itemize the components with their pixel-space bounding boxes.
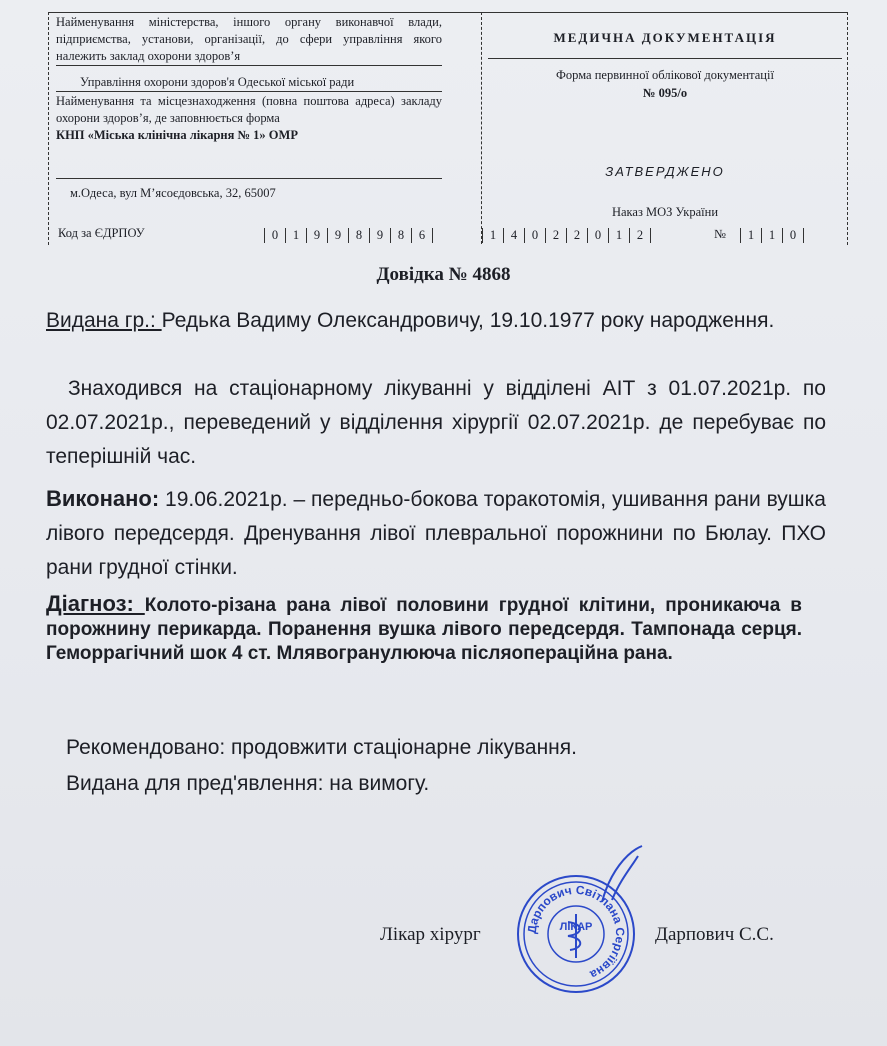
facility-address: м.Одеса, вул М’ясоєдовська, 32, 65007 <box>70 186 276 200</box>
doctor-role: Лікар хірург <box>380 924 481 945</box>
diagnosis-label: Діагноз: <box>46 591 145 616</box>
med-doc-line <box>488 58 842 59</box>
med-doc-heading: МЕДИЧНА ДОКУМЕНТАЦІЯ <box>553 30 777 45</box>
done-text: 19.06.2021р. – передньо-бокова торакотомія, ушивання рани вушка лівого передсердя. Дренування лівої плевральної порожнини по Бюлау. ПХО рани грудної стінки. <box>46 488 826 579</box>
facility-blank-line <box>56 178 442 179</box>
facility-caption: Найменування та місцезнаходження (повна поштова адреса) закладу охорони здоров’я, де заповнюється форма <box>56 94 442 125</box>
order-digit-3: 2 <box>545 228 566 243</box>
order-cells <box>482 228 651 243</box>
order-digit-1: 4 <box>503 228 524 243</box>
header-divider <box>481 12 482 244</box>
order-label: Наказ МОЗ України <box>611 205 719 219</box>
header-left <box>56 14 442 202</box>
order-digit-5: 0 <box>587 228 608 243</box>
done-label: Виконано: <box>46 486 160 511</box>
order-no-cells <box>740 228 804 243</box>
order-digit-2: 0 <box>524 228 545 243</box>
edrpou-digit-4: 8 <box>348 228 369 243</box>
doctor-name: Дарпович С.С. <box>655 924 774 945</box>
edrpou-digit-5: 9 <box>369 228 390 243</box>
doctor-stamp <box>512 842 652 1002</box>
order-digit-0: 1 <box>482 228 503 243</box>
issued-for-text: Видана для пред'явлення: на вимогу. <box>66 772 430 795</box>
form-line-1: Форма первинної облікової документації <box>556 68 774 82</box>
edrpou-digit-6: 8 <box>390 228 411 243</box>
edrpou-digit-0: 0 <box>264 228 285 243</box>
stamp-center-text: ЛІКАР <box>559 921 593 933</box>
edrpou-cells <box>264 228 433 243</box>
certificate-title: Довідка № 4868 <box>376 264 511 285</box>
stay-paragraph <box>46 372 826 474</box>
edrpou-digit-2: 9 <box>306 228 327 243</box>
order-no-digit-0: 1 <box>740 228 761 243</box>
edrpou-digit-7: 6 <box>411 228 433 243</box>
edrpou-digit-1: 1 <box>285 228 306 243</box>
stamp-ring-text: Дарпович Світлана Сергіївна <box>524 882 628 982</box>
order-digit-6: 1 <box>608 228 629 243</box>
order-digit-4: 2 <box>566 228 587 243</box>
done-paragraph <box>46 482 826 585</box>
order-digit-7: 2 <box>629 228 651 243</box>
ministry-caption: Найменування міністерства, іншого органу виконавчої влади, підприємства, установи, організації, до сфери управління якого належить заклад охорони здоров’я <box>56 14 442 66</box>
form-line-2: № 095/о <box>642 86 688 100</box>
edrpou-digit-3: 9 <box>327 228 348 243</box>
issued-to: Редька Вадиму Олександровичу, 19.10.1977 року народження. <box>161 309 775 332</box>
approved-label: ЗАТВЕРДЖЕНО <box>605 164 725 179</box>
edrpou-label: Код за ЄДРПОУ <box>58 226 145 240</box>
issued-paragraph <box>46 304 826 338</box>
order-no-digit-2: 0 <box>782 228 804 243</box>
stay-text: Знаходився на стаціонарному лікуванні у відділені АІТ з 01.07.2021р. по 02.07.2021р., переведений у відділення хірургії 02.07.2021р. де перебуває по теперішній час. <box>46 377 826 468</box>
issued-label: Видана гр.: <box>46 309 162 332</box>
order-no-digit-1: 1 <box>761 228 782 243</box>
recommended-text: Рекомендовано: продовжити стаціонарне лікування. <box>66 736 577 759</box>
diagnosis-paragraph <box>46 592 802 666</box>
form-title <box>484 66 846 102</box>
ministry-value: Управління охорони здоров'я Одеської міської ради <box>56 74 442 92</box>
diagnosis-text: Колото-різана рана лівої половини грудної клітини, проникаюча в порожнину перикарда. Поранення вушка лівого передсердя. Тампонада серця. Геморрагічний шок 4 ст. Млявогранулююча післяопераційна рана. <box>46 595 802 664</box>
order-no-sign: № <box>714 227 726 241</box>
facility-value: КНП «Міська клінічна лікарня № 1» ОМР <box>56 128 298 142</box>
